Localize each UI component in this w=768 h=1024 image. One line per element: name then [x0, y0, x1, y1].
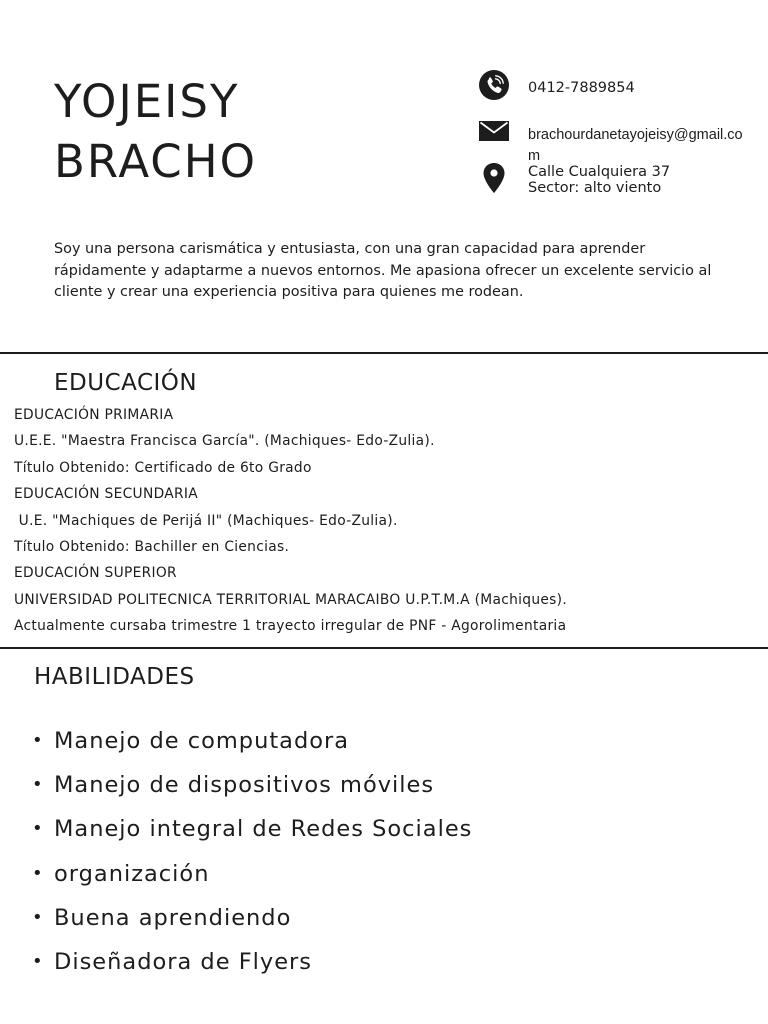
education-list: [14, 402, 567, 640]
skill-item: [32, 763, 472, 807]
skill-label: Diseñadora de Flyers: [54, 948, 313, 975]
skill-label: Manejo de dispositivos móviles: [54, 772, 435, 799]
bullet-icon: •: [32, 818, 44, 840]
phone-icon: [478, 69, 510, 101]
skill-label: Manejo de computadora: [54, 728, 350, 754]
skill-item: [32, 940, 472, 984]
name-last: BRACHO: [54, 135, 257, 188]
skill-item: [32, 896, 472, 940]
education-line: UNIVERSIDAD POLITECNICA TERRITORIAL MARACAIBO U.P.T.M.A (Machiques).: [14, 591, 568, 608]
skill-label: organización: [54, 860, 210, 887]
location-pin-icon: [478, 162, 510, 194]
education-line: U.E. "Machiques de Perijá II" (Machiques- Edo-Zulia).: [14, 512, 398, 529]
skills-title: HABILIDADES: [34, 664, 195, 690]
phone-number: 0412-7889854: [528, 80, 635, 96]
education-line: EDUCACIÓN PRIMARIA: [14, 407, 174, 423]
address: [528, 164, 670, 196]
skill-label: Buena aprendiendo: [54, 904, 292, 931]
bullet-icon: •: [32, 906, 44, 928]
education-line: U.E.E. "Maestra Francisca García". (Machiques- Edo-Zulia).: [14, 433, 435, 450]
bullet-icon: •: [32, 730, 44, 751]
mail-icon: [478, 121, 510, 141]
education-title: EDUCACIÓN: [54, 370, 198, 396]
skill-item: [32, 852, 472, 896]
bullet-icon: •: [32, 774, 44, 796]
resume-name: [54, 72, 257, 192]
skills-list: [32, 719, 472, 984]
education-line: EDUCACIÓN SECUNDARIA: [14, 486, 198, 503]
skill-label: Manejo integral de Redes Sociales: [54, 816, 473, 843]
address-sector: Sector: alto viento: [528, 180, 662, 196]
name-first: YOJEISY: [54, 75, 240, 128]
skill-item: [32, 807, 472, 851]
profile-summary: Soy una persona carismática y entusiasta, con una gran capacidad para aprender rápidamente y adaptarme a nuevos entornos. Me apasiona ofrecer un excelente servicio al cliente y crear una experiencia positiva para quienes me rodean.: [54, 241, 712, 301]
bullet-icon: •: [32, 862, 44, 884]
education-line: EDUCACIÓN SUPERIOR: [14, 565, 177, 582]
section-divider: [0, 352, 768, 354]
education-line: Título Obtenido: Certificado de 6to Grado: [14, 459, 312, 476]
education-line: Título Obtenido: Bachiller en Ciencias.: [14, 538, 290, 555]
email-address: brachourdanetayojeisy@gmail.com: [528, 127, 743, 164]
bullet-icon: •: [32, 950, 44, 972]
address-street: Calle Cualquiera 37: [528, 164, 671, 180]
section-divider: [0, 647, 768, 649]
education-line: Actualmente cursaba trimestre 1 trayecto irregular de PNF - Agorolimentaria: [14, 618, 567, 635]
skill-item: [32, 719, 472, 763]
